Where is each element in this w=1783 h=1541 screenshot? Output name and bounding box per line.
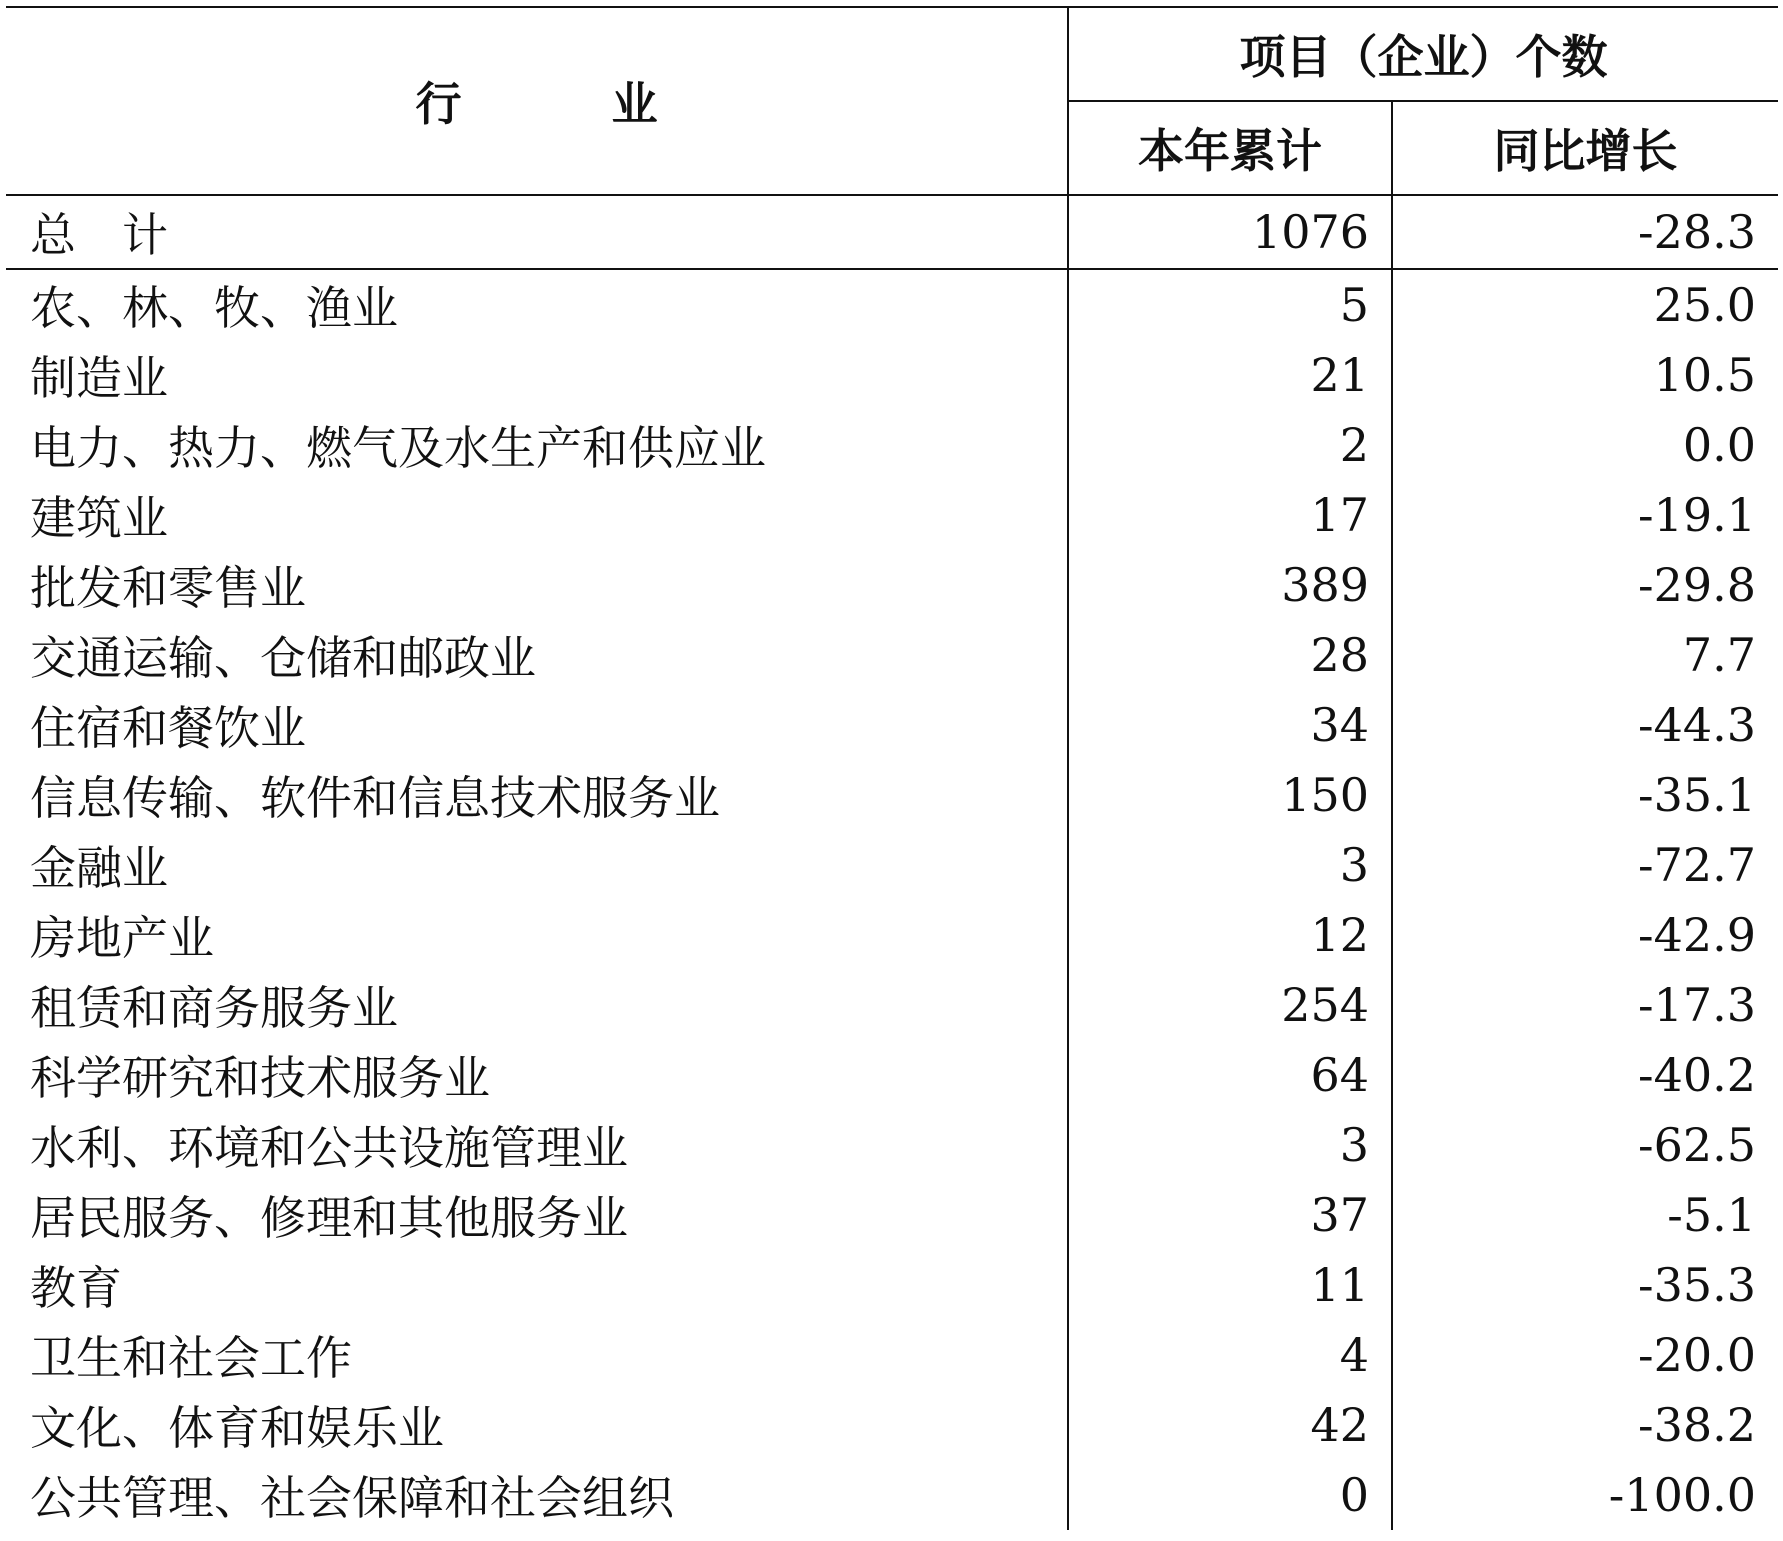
cumulative-count: 21 (1068, 340, 1392, 410)
cumulative-count: 17 (1068, 480, 1392, 550)
cumulative-count: 150 (1068, 760, 1392, 830)
yoy-growth: 10.5 (1653, 348, 1756, 402)
table-row (6, 550, 1778, 620)
yoy-growth: -35.1 (1638, 768, 1756, 822)
yoy-growth: -100.0 (1608, 1468, 1756, 1522)
table-row (6, 1390, 1778, 1460)
table-body (6, 195, 1778, 1530)
industry-name: 教育 (6, 1250, 1068, 1320)
yoy-growth: -17.3 (1638, 978, 1756, 1032)
yoy-growth: -42.9 (1638, 908, 1756, 962)
table-row (6, 1250, 1778, 1320)
yoy-growth: -40.2 (1638, 1048, 1756, 1102)
yoy-growth: -19.1 (1638, 488, 1756, 542)
industry-name: 房地产业 (6, 900, 1068, 970)
yoy-growth: -20.0 (1638, 1328, 1756, 1382)
table-row (6, 410, 1778, 480)
industry-name: 居民服务、修理和其他服务业 (6, 1180, 1068, 1250)
cumulative-count: 42 (1068, 1390, 1392, 1460)
industry-name: 科学研究和技术服务业 (6, 1040, 1068, 1110)
table-row (6, 340, 1778, 410)
yoy-growth: -62.5 (1638, 1118, 1756, 1172)
industry-name: 公共管理、社会保障和社会组织 (6, 1460, 1068, 1530)
table-row (6, 970, 1778, 1040)
total-row (6, 195, 1778, 269)
industry-name: 电力、热力、燃气及水生产和供应业 (6, 410, 1068, 480)
table-row (6, 1110, 1778, 1180)
cumulative-count: 254 (1068, 970, 1392, 1040)
cumulative-count: 2 (1068, 410, 1392, 480)
header-industry-char-2: 业 (611, 77, 658, 131)
industry-name: 建筑业 (6, 480, 1068, 550)
cumulative-count: 11 (1068, 1250, 1392, 1320)
table-header (6, 7, 1778, 195)
yoy-growth: -35.3 (1638, 1258, 1756, 1312)
yoy-growth: 0.0 (1682, 418, 1756, 472)
yoy-growth: 7.7 (1682, 628, 1756, 682)
total-label-char-1: 总 (30, 208, 76, 262)
total-count: 1076 (1068, 195, 1392, 269)
header-project-count-group: 项目（企业）个数 (1068, 7, 1778, 101)
total-label (6, 195, 1068, 269)
industry-name: 交通运输、仓储和邮政业 (6, 620, 1068, 690)
table-row (6, 1320, 1778, 1390)
cumulative-count: 4 (1068, 1320, 1392, 1390)
table-row (6, 480, 1778, 550)
yoy-growth: -29.8 (1638, 558, 1756, 612)
industry-name: 租赁和商务服务业 (6, 970, 1068, 1040)
cumulative-count: 37 (1068, 1180, 1392, 1250)
yoy-growth: -5.1 (1667, 1188, 1756, 1242)
industry-name: 水利、环境和公共设施管理业 (6, 1110, 1068, 1180)
table-row (6, 620, 1778, 690)
header-yoy-growth: 同比增长 (1392, 101, 1778, 195)
industry-name: 住宿和餐饮业 (6, 690, 1068, 760)
total-label-char-2: 计 (122, 208, 168, 262)
table-row (6, 900, 1778, 970)
industry-name: 批发和零售业 (6, 550, 1068, 620)
table-row (6, 690, 1778, 760)
industry-table-container (6, 6, 1778, 1530)
header-industry-char-1: 行 (415, 77, 462, 131)
yoy-growth: 25.0 (1653, 278, 1756, 332)
yoy-growth: -38.2 (1638, 1398, 1756, 1452)
industry-name: 卫生和社会工作 (6, 1320, 1068, 1390)
cumulative-count: 64 (1068, 1040, 1392, 1110)
industry-name: 金融业 (6, 830, 1068, 900)
cumulative-count: 3 (1068, 1110, 1392, 1180)
industry-name: 信息传输、软件和信息技术服务业 (6, 760, 1068, 830)
cumulative-count: 12 (1068, 900, 1392, 970)
industry-name: 农、林、牧、渔业 (6, 269, 1068, 340)
table-row (6, 1460, 1778, 1530)
total-yoy: -28.3 (1392, 195, 1778, 269)
cumulative-count: 0 (1068, 1460, 1392, 1530)
industry-name: 制造业 (6, 340, 1068, 410)
table-row (6, 1040, 1778, 1110)
header-industry (6, 7, 1068, 195)
table-row (6, 1180, 1778, 1250)
cumulative-count: 34 (1068, 690, 1392, 760)
table-row (6, 760, 1778, 830)
header-cumulative-this-year: 本年累计 (1068, 101, 1392, 195)
cumulative-count: 389 (1068, 550, 1392, 620)
cumulative-count: 28 (1068, 620, 1392, 690)
yoy-growth: -44.3 (1638, 698, 1756, 752)
industry-project-count-table (6, 6, 1778, 1530)
cumulative-count: 3 (1068, 830, 1392, 900)
industry-name: 文化、体育和娱乐业 (6, 1390, 1068, 1460)
table-row (6, 830, 1778, 900)
table-row (6, 269, 1778, 340)
cumulative-count: 5 (1068, 269, 1392, 340)
yoy-growth: -72.7 (1638, 838, 1756, 892)
